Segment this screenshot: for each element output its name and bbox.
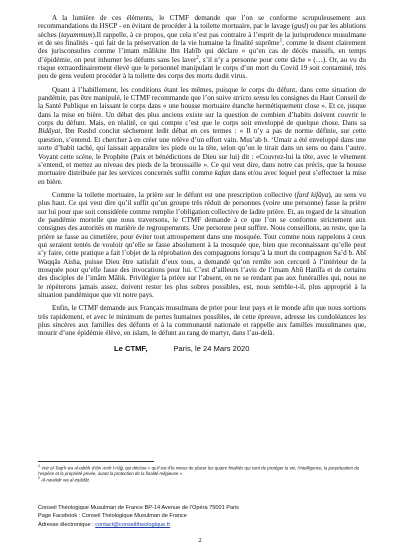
footnote-1: $^1$ Voir al-Taqrîr wa al-tahbîr d’Ibn Amîr l-Hâjj, qui déclare « qu’il est d’le mieux de placer les quatre finalités qui sont de protéger la vie, l’intelligence, la perpétuation de l’espèce et la propriété privée, avant la protection de la finalité religieuse ».: [38, 464, 360, 476]
paragraph-4: Enfin, le CTMF demande aux Français musulmans de prier pour leur pays et le monde afin que nous sortions très rapidement, et avec le minimum de pertes humaines possibles, de cette épreuve, adresse les condoléances les plus sincères aux familles des défunts et à la communauté nationale et rappelle aux familles musulmanes que, mourir d’une épidémie élève, en islam, le défunt au rang de martyr, dans l’au-delà.: [38, 304, 366, 338]
footer-facebook: Page Facebook : Conseil Théologique Musulman de France: [38, 513, 187, 520]
signature-place-date: Paris, le 24 Mars 2020: [173, 343, 250, 353]
document-body: [38, 14, 366, 353]
footnote-2: $^2$ Al-nawâdir wa al-ziyâdât.: [38, 475, 90, 483]
footer-email-line: [38, 521, 366, 529]
paragraphs: [38, 14, 366, 338]
footnote-divider: [38, 461, 154, 462]
signature-line: [38, 344, 366, 353]
paragraph-1: A la lumière de ces éléments, le CTMF demande que l’on se conforme scrupuleusement aux recommandations du HSCP - en évitant de procéder à la toilette mortuaire, par le lavage (gusl) ou par les ablutions sèches (tayammum).Il rappelle, à ce propos, que cela n’est pas contraire à l’esprit de la jurisprudence musulmane et de ses finalités - qui fait de la préservation de la vie humaine la finalité suprême$^1$, comme le disent clairement des jurisconsultes comme l’imam mâlikite Ibn Habîb qui déclare « qu’en cas de décès massifs, en temps d’épidémie, on peut inhumer les défunts sans les laver$^2$, s’il n’y a personne pour cette tâche » (…). Or, au vu du risque extraordinairement élevé que le personnel manipulant le corps d’un mort du Covid 19 soit contaminé, très peu de gens veulent procéder à la toilette des corps des morts dudit virus.: [38, 14, 367, 81]
footer-email-label: Adresse électronique :: [38, 521, 96, 528]
footnote-ref-2: 2: [196, 55, 199, 61]
paragraph-3: Comme la toilette mortuaire, la prière sur le défunt est une prescription collective (fard kifâya), au sens vu plus haut. Ce qui veut dire qu’il suffit qu’un groupe très réduit de personnes (voire une personne) fasse la prière sur lui pour que soit considérée comme remplie l’obligation collective de ladite prière. Et, au regard de la situation de pandémie mortelle que nous traversons, le CTMF demande à ce que l’on se conforme strictement aux consignes des autorités en matière de regroupements. Une personne peut suffire. Nous conseillons, au reste, que la prière se fasse au cimetière, pour éviter tout attroupement dans une mosquée. Tout comme nous rappelons à ceux qui seraient tentés de vouloir qu’elle se fasse absolument à la mosquée que, bien que reconnaissant qu’elle peut s’y faire, cette pratique a fait l’objet de la réprobation des compagnons lorsqu’à la mort du compagnon Sa’d b. Abî Waqqâs Aisha, puisse Dieu être satisfait d’eux tous, a demandé qu’on remîte son cercueil à l’intérieur de la mosquée pour qu’elle fasse des invocations pour lui. C’est d’ailleurs l’avis de l’imam Abû Hanîfa et de certains des disciples de l’imâm Mâlik. Privilégier la prière sur l’absent, en ne se rendant pas aux funérailles qui, nous ne le répèterons jamais assez, doivent rester les plus sobres possibles, est, nous semble-t-il, plus approprié à la situation pandémique que vit notre pays.: [38, 190, 367, 299]
signature-organization: Le CTMF,: [114, 343, 148, 353]
footer: [38, 504, 366, 529]
footer-address: Conseil Théologique Musulman de France BP-14 Avenue de l’Opéra 75001 Paris: [38, 505, 239, 511]
page-number: 2: [198, 537, 202, 544]
footnote-ref-1: 1: [279, 38, 283, 44]
email-link[interactable]: contact@conseiltheologique.fr: [95, 521, 171, 528]
paragraph-2: Quant à l’habillement, les conditions étant les mêmes, puisque le corps du défunt, dans cette situation de pandémie, pas être manipulé, le CTMF recommande que l’on suive stricto sensu les consignes du Haut Conseil de la Santé Publique en laissant le corps dans « une housse mortuaire étanche hermétiquement close ». Et ce, jusque dans la mise en bière. Un débat des plus anciens existe sur la question de combien d’habits doivent couvrir le corps du défunt. Mais, en réalité, ce qui compte c’est que le corps soit enveloppé de quelque chose. Dans sa Bidâyat, Ibn Rushd conclut sèchement ledit débat en ces termes : « Il n’y a pas de norme définie, sur cette question, s’entend. Et chercher à en créer une relève d’un effort vain. Mus’ab b. ‘Umair a été enveloppé dans une sorte d’habit taché, qui laissait apparaître les pieds ou la tête, selon qu’on le tirait dans un sens ou dans l’autre. Voyant cette scène, le Prophète (Paix et bénédictions de Dieu sur lui) dit : «Couvrez-lui la tête, avec le vêtement s’entend, et mettez au niveau des pieds de la broussaille ». Ce qui veut dire, dans notre cas précis, que la housse mortuaire distribuée par les services concernés suffit comme kafan dans et/ou avec lequel peut s’effectuer la mise en bière.: [38, 85, 366, 186]
footnotes: [38, 461, 366, 483]
